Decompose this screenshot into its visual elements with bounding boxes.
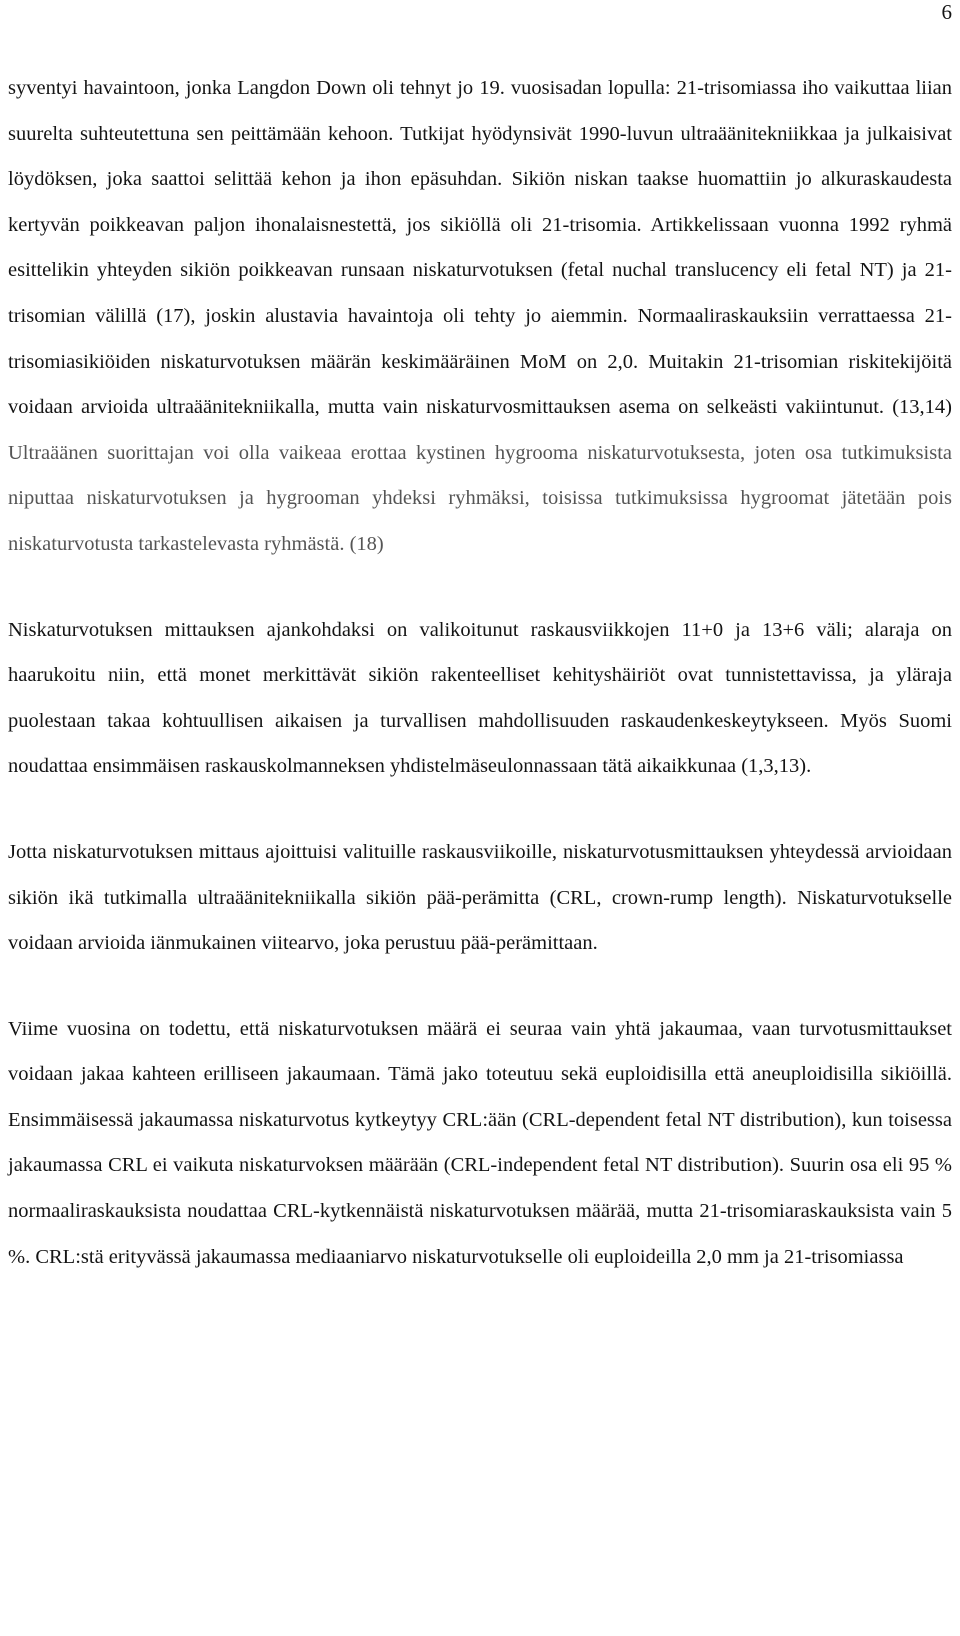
paragraph-nuchal-translucency-history — [8, 66, 952, 568]
paragraph-distributions: Viime vuosina on todettu, että niskaturvotuksen määrä ei seuraa vain yhtä jakaumaa, vaan turvotusmittaukset voidaan jakaa kahteen erilliseen jakaumaan. Tämä jako toteutuu sekä euploidisilla että aneuploidisilla sikiöillä. Ensimmäisessä jakaumassa niskaturvotus kytkeytyy CRL:ään (CRL-dependent fetal NT distribution), kun toisessa jakaumassa CRL ei vaikuta niskaturvoksen määrään (CRL-independent fetal NT distribution). Suurin osa eli 95 % normaaliraskauksista noudattaa CRL-kytkennäistä niskaturvotuksen määrää, mutta 21-trisomiaraskauksista vain 5 %. CRL:stä erityvässä jakaumassa mediaaniarvo niskaturvotukselle oli euploideilla 2,0 mm ja 21-trisomiassa — [8, 1017, 952, 1268]
page-number: 6 — [941, 0, 952, 24]
paragraph-crl-measurement: Jotta niskaturvotuksen mittaus ajoittuisi valituille raskausviikoille, niskaturvotusmittauksen yhteydessä arvioidaan sikiön ikä tutkimalla ultraäänitekniikalla sikiön pää-perämitta (CRL, crown-rump length). Niskaturvotukselle voidaan arvioida iänmukainen viitearvo, joka perustuu pää-perämittaan. — [8, 840, 952, 955]
paragraph-text: syventyi havaintoon, jonka Langdon Down oli tehnyt jo 19. vuosisadan lopulla: 21-trisomiassa iho vaikuttaa liian suurelta suhteutettuna sen peittämään kehoon. Tutkijat hyödynsivät 1990-luvun ultraäänitekniikkaa ja julkaisivat löydöksen, joka saattoi selittää kehon ja ihon epäsuhdan. Sikiön niskan taakse huomattiin jo alkuraskaudesta kertyvän poikkeavan paljon ihonalaisnestettä, jos sikiöllä oli 21-trisomia. Artikkelissaan vuonna 1992 ryhmä esittelikin yhteyden sikiön poikkeavan runsaan niskaturvotuksen (fetal nuchal translucency eli fetal NT) ja 21-trisomian välillä (17), joskin alustavia havaintoja oli tehty jo aiemmin. Normaaliraskauksiin verrattaessa 21-trisomiasikiöiden niskaturvotuksen määrän keskimääräinen MoM on 2,0. Muitakin 21-trisomian riskitekijöitä voidaan arvioida ultraäänitekniikalla, mutta vain niskaturvosmittauksen asema on selkeästi vakiintunut. (13,14) — [8, 77, 952, 419]
paragraph-text-gray: Ultraäänen suorittajan voi olla vaikeaa erottaa kystinen hygrooma niskaturvotuksesta, joten osa tutkimuksista niputtaa niskaturvotuksen ja hygrooman yhdeksi ryhmäksi, toisissa tutkimuksissa hygroomat jätetään pois niskaturvotusta tarkastelevasta ryhmästä. (18) — [8, 441, 952, 555]
document-body — [8, 66, 952, 1280]
paragraph-measurement-timing: Niskaturvotuksen mittauksen ajankohdaksi on valikoitunut raskausviikkojen 11+0 ja 13+6 väli; alaraja on haarukoitu niin, että monet merkittävät sikiön rakenteelliset kehityshäiriöt ovat tunnistettavissa, ja yläraja puolestaan takaa kohtuullisen aikaisen ja turvallisen mahdollisuuden raskaudenkeskeytykseen. Myös Suomi noudattaa ensimmäisen raskauskolmanneksen yhdistelmäseulonnassaan tätä aikaikkunaa (1,3,13). — [8, 618, 952, 778]
